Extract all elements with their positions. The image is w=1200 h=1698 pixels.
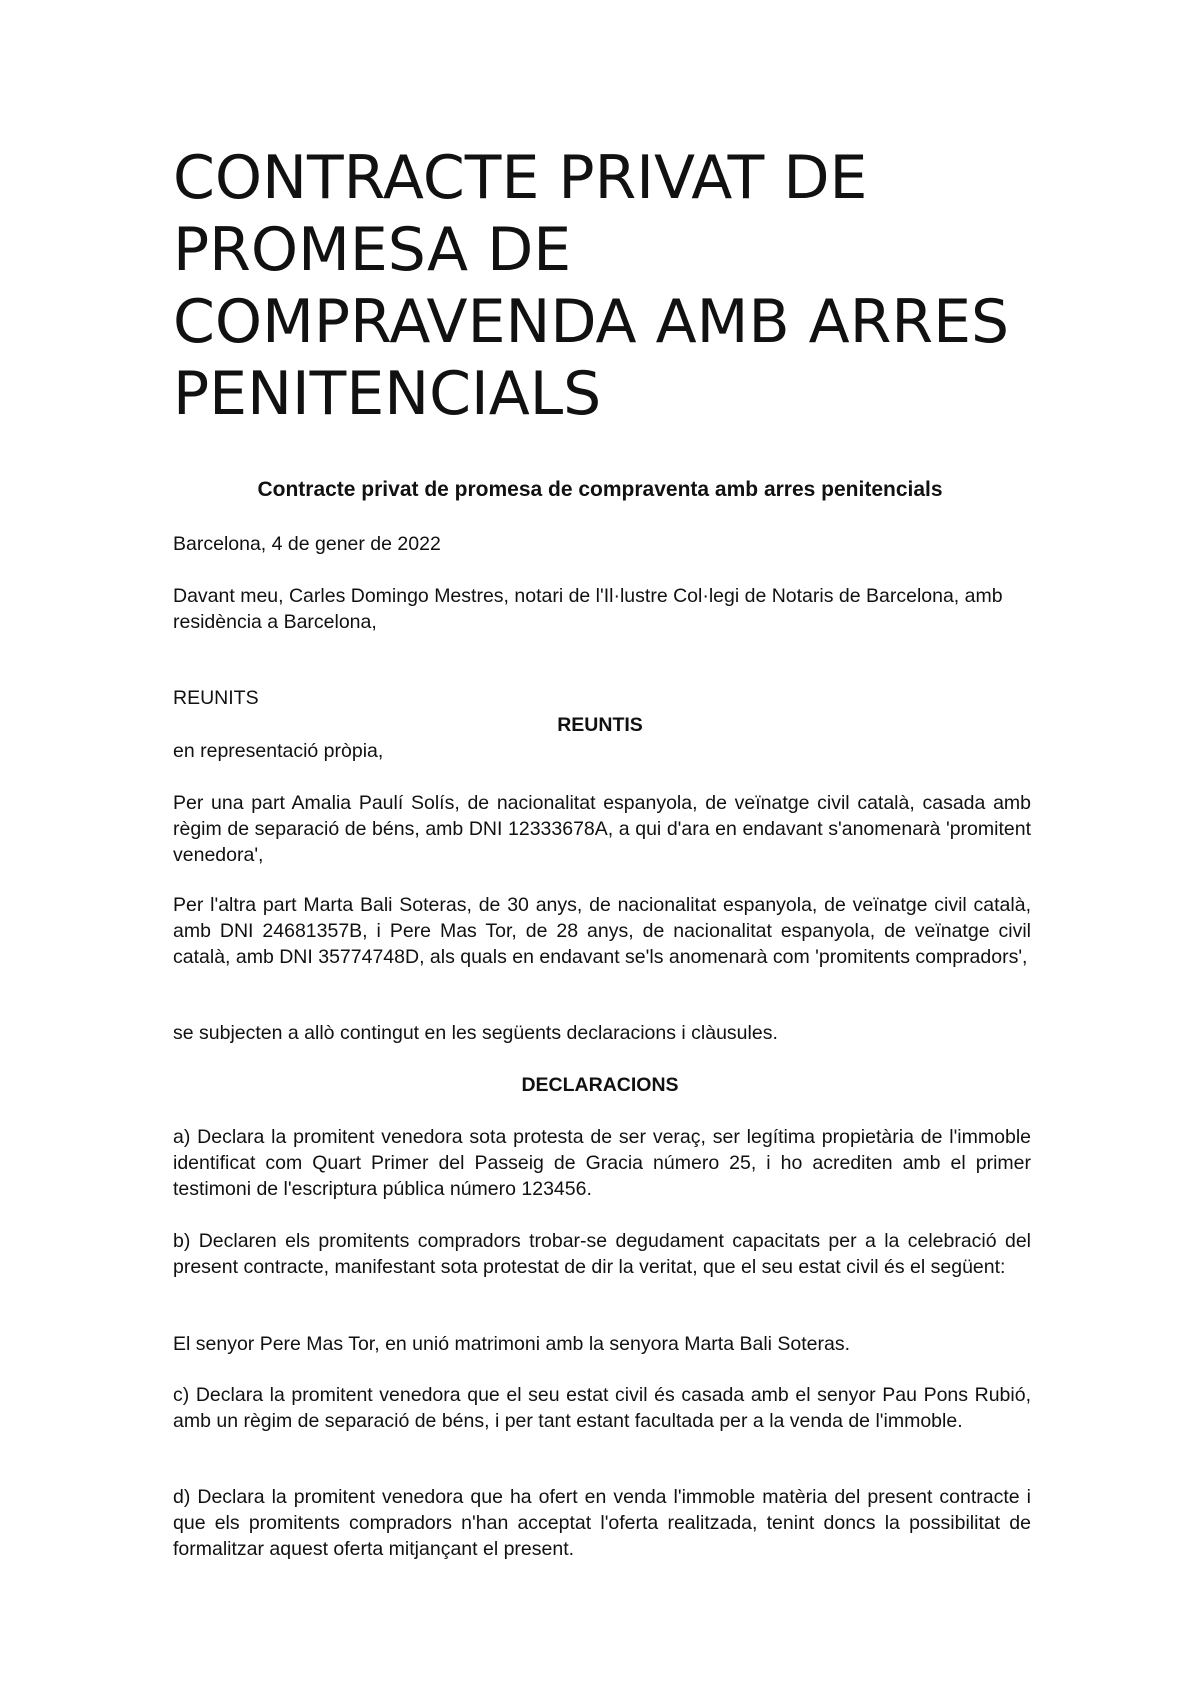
- declaration-b: b) Declaren els promitents compradors trobar-se degudament capacitats per a la celebració del present contracte, manifestant sota protestat de dir la veritat, que el seu estat civil és el següent:: [173, 1230, 1031, 1278]
- notary-intro-paragraph: Davant meu, Carles Domingo Mestres, notari de l'Il·lustre Col·legi de Notaris de Barcelona, amb residència a Barcelona,: [173, 585, 1003, 633]
- reunits-label: REUNITS: [173, 687, 259, 709]
- party-two-paragraph: Per l'altra part Marta Bali Soteras, de 30 anys, de nacionalitat espanyola, de veïnatge civil català, amb DNI 24681357B, i Pere Mas Tor, de 28 anys, de nacionalitat espanyola, de veïnatge civil català, amb DNI 35774748D, als quals en endavant se'ls anomenarà com 'promitents compradors',: [173, 894, 1031, 968]
- declarations-heading: DECLARACIONS: [521, 1074, 679, 1096]
- subject-clause: se subjecten a allò contingut en les següents declaracions i clàusules.: [173, 1022, 778, 1044]
- reuntis-heading: REUNTIS: [557, 714, 643, 736]
- civil-status-line: El senyor Pere Mas Tor, en unió matrimoni amb la senyora Marta Bali Soteras.: [173, 1333, 851, 1355]
- declaration-d: d) Declara la promitent venedora que ha ofert en venda l'immoble matèria del present contracte i que els promitents compradors n'han acceptat l'oferta realitzada, tenint doncs la possibilitat de formalitzar aquest oferta mitjançant el present.: [173, 1486, 1031, 1560]
- place-date: Barcelona, 4 de gener de 2022: [173, 533, 441, 555]
- document-subtitle: Contracte privat de promesa de compraventa amb arres penitencials: [257, 478, 943, 501]
- representation-line: en representació pròpia,: [173, 740, 384, 762]
- party-one-paragraph: Per una part Amalia Paulí Solís, de nacionalitat espanyola, de veïnatge civil català, casada amb règim de separació de béns, amb DNI 12333678A, a qui d'ara en endavant s'anomenarà 'promitent venedora',: [173, 792, 1031, 866]
- document-title: CONTRACTE PRIVAT DE PROMESA DE COMPRAVENDA AMB ARRES PENITENCIALS: [173, 143, 1010, 429]
- declaration-c: c) Declara la promitent venedora que el seu estat civil és casada amb el senyor Pau Pons Rubió, amb un règim de separació de béns, i per tant estant facultada per a la venda de l'immoble.: [173, 1384, 1031, 1432]
- declaration-a: a) Declara la promitent venedora sota protesta de ser veraç, ser legítima propietària de l'immoble identificat com Quart Primer del Passeig de Gracia número 25, i ho acrediten amb el primer testimoni de l'escriptura pública número 123456.: [173, 1126, 1031, 1200]
